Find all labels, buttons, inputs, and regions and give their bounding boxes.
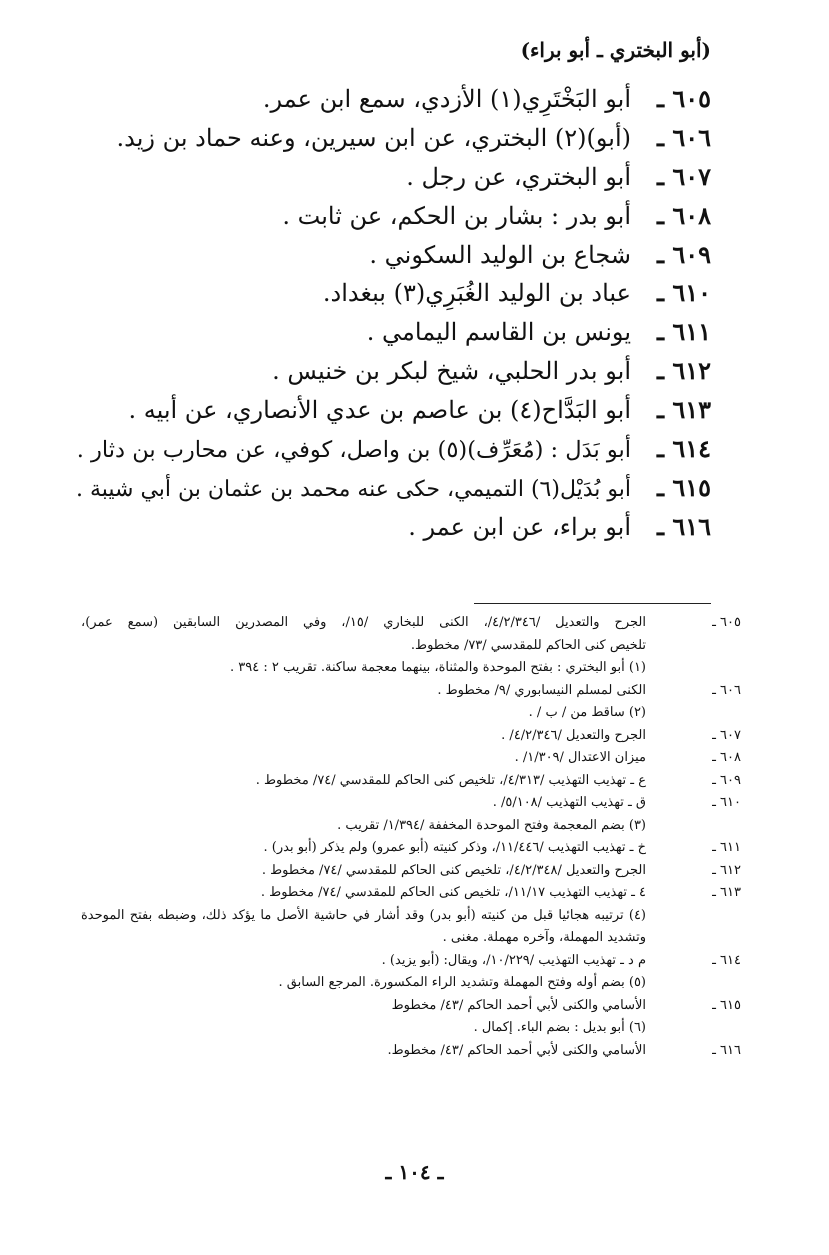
entry-text: (أبو)(٢) البختري، عن ابن سيرين، وعنه حماد بن زيد. [116, 123, 631, 152]
entry-row [71, 473, 711, 512]
entry-number: ٦١٣ ـ [656, 395, 711, 425]
footnote-row [81, 815, 741, 838]
footnote-body [81, 1017, 646, 1040]
footnote-body [81, 860, 646, 883]
entry-number: ٦١٤ ـ [656, 434, 711, 464]
entry-row [71, 395, 711, 434]
entry-number: ٦١٠ ـ [656, 278, 711, 308]
footnote-body [81, 972, 646, 995]
entry-number: ٦٠٧ ـ [656, 161, 711, 191]
footnote-row [81, 972, 741, 995]
entry-number: ٦٠٥ ـ [656, 84, 711, 113]
footnotes-list [81, 612, 741, 1062]
entries-list [71, 84, 711, 551]
entry-text: أبو بُدَيْل(٦) التميمي، حكى عنه محمد بن عثمان بن أبي شيبة . [75, 476, 631, 502]
footnote-body [81, 702, 646, 725]
footnote-text: خ ـ تهذيب التهذيب /١١/٤٤٦/، وذكر كنيته (أبو عمرو) ولم يذكر (أبو بدر) . [263, 840, 646, 855]
footnote-row [81, 747, 741, 770]
entry-number: ٦١١ ـ [656, 317, 711, 347]
footnote-row [81, 950, 741, 973]
footnote-body [81, 837, 646, 860]
entry-text: أبو البَخْتَرِي(١) الأزدي، سمع ابن عمر. [262, 85, 631, 113]
footnote-body [81, 950, 646, 973]
footnote-row [81, 612, 741, 657]
entry-row [71, 434, 711, 473]
footnote-text: الأسامي والكنى لأبي أحمد الحاكم /٤٣/ مخطوط. [387, 1042, 646, 1058]
entry-row [71, 240, 711, 279]
footnote-text: (٦) أبو بديل : بضم الباء. إكمال . [473, 1020, 646, 1035]
entry-text: أبو البختري، عن رجل . [406, 162, 631, 191]
footnote-text: (٢) ساقط من / ب / . [528, 705, 646, 720]
footnote-number: ٦١٥ ـ [712, 997, 741, 1013]
footnote-row [81, 882, 741, 905]
footnote-number: ٦١٣ ـ [712, 885, 741, 900]
footnote-body [81, 882, 646, 905]
footnote-text-continued: وتشديد المهملة، وآخره مهملة. مغنى . [442, 930, 646, 945]
footnote-body [81, 995, 646, 1018]
footnote-text: الكنى لمسلم النيسابوري /٩/ مخطوط . [437, 682, 646, 698]
footnote-row [81, 657, 741, 680]
entry-row [71, 84, 711, 123]
footnote-row [81, 1040, 741, 1063]
footnote-separator [474, 603, 711, 604]
footnote-text-continued: تلخيص كنى الحاكم للمقدسي /٧٣/ مخطوط. [410, 637, 646, 653]
footnote-text: ٤ ـ تهذيب التهذيب ١١/١٧/، تلخيص كنى الحاكم للمقدسي /٧٤/ مخطوط . [260, 885, 646, 900]
footnote-text: ميزان الاعتدال /١/٣٠٩/ . [514, 750, 646, 765]
entry-text: أبو بَدَل : (مُعَرِّف)(٥) بن واصل، كوفي، عن محارب بن دثار . [76, 437, 631, 464]
footnote-row [81, 725, 741, 748]
entry-row [71, 162, 711, 201]
entry-text: أبو بدر : بشار بن الحكم، عن ثابت . [282, 201, 631, 230]
footnote-text: (٣) بضم المعجمة وفتح الموحدة المخففة /١/٣٩٤/ تقريب . [337, 817, 646, 833]
entry-row [71, 317, 711, 356]
footnote-row [81, 770, 741, 793]
entry-row [71, 123, 711, 162]
footnote-number: ٦٠٨ ـ [712, 750, 741, 765]
footnote-row [81, 837, 741, 860]
footnote-text: الجرح والتعديل /٤/٢/٣٤٨/، تلخيص كنى الحاكم للمقدسي /٧٤/ مخطوط . [261, 862, 646, 878]
footnote-text: (١) أبو البختري : بفتح الموحدة والمثناة، بينهما معجمة ساكنة. تقريب ٢ : ٣٩٤ . [230, 660, 646, 675]
entry-text: أبو براء، عن ابن عمر . [408, 512, 631, 541]
footnote-row [81, 680, 741, 703]
entry-text: أبو البَدَّاح(٤) بن عاصم بن عدي الأنصاري، عن أبيه . [128, 396, 631, 425]
footnote-number: ٦١٢ ـ [712, 862, 741, 878]
footnote-body [81, 770, 646, 793]
footnote-text: م د ـ تهذيب التهذيب /١٠/٢٢٩/، ويقال: (أبو يزيد) . [381, 952, 646, 968]
page-number: ـ ١٠٤ ـ [385, 1160, 444, 1184]
entry-number: ٦١٢ ـ [656, 356, 711, 386]
footnote-body [81, 680, 646, 703]
footnote-number: ٦١٤ ـ [712, 952, 741, 968]
entry-number: ٦٠٨ ـ [656, 200, 711, 230]
footnote-number: ٦١٦ ـ [712, 1042, 741, 1058]
footnote-number: ٦٠٧ ـ [712, 727, 741, 743]
footnote-number: ٦٠٥ ـ [712, 615, 741, 630]
footnote-body [81, 612, 646, 657]
footnote-number: ٦١٠ ـ [712, 795, 741, 810]
footnote-body [81, 792, 646, 815]
entry-number: ٦١٦ ـ [656, 511, 711, 541]
footnote-number: ٦٠٦ ـ [712, 682, 741, 698]
footnote-row [81, 860, 741, 883]
footnote-row [81, 702, 741, 725]
footnote-text: الأسامي والكنى لأبي أحمد الحاكم /٤٣/ مخطوط [391, 997, 646, 1013]
running-header: (أبو البختري ـ أبو براء) [520, 38, 711, 62]
footnote-text: ق ـ تهذيب التهذيب /٥/١٠٨/ . [492, 795, 646, 810]
footnote-row [81, 995, 741, 1018]
footnote-body [81, 657, 646, 680]
entry-text: أبو بدر الحلبي، شيخ لبكر بن خنيس . [272, 357, 631, 386]
entry-text: شجاع بن الوليد السكوني . [369, 240, 631, 269]
footnote-text: ع ـ تهذيب التهذيب /٤/٣١٣/، تلخيص كنى الحاكم للمقدسي /٧٤/ مخطوط . [255, 772, 646, 788]
entry-number: ٦١٥ ـ [656, 472, 711, 502]
entry-number: ٦٠٦ ـ [656, 122, 711, 152]
footnote-row [81, 905, 741, 950]
footnote-body [81, 747, 646, 770]
entry-text: يونس بن القاسم اليمامي . [366, 318, 631, 347]
entry-row [71, 356, 711, 395]
entry-row [71, 278, 711, 317]
footnote-text: الجرح والتعديل /٤/٢/٣٤٦/، الكنى للبخاري /١٥/، وفي المصدرين السابقين (سمع عمر)، [81, 615, 646, 630]
footnote-body [81, 1040, 646, 1063]
entry-row [71, 201, 711, 240]
footnote-body [81, 815, 646, 838]
footnote-number: ٦١١ ـ [712, 840, 741, 855]
entry-text: عباد بن الوليد الغُبَرِي(٣) ببغداد. [322, 279, 631, 308]
footnote-body [81, 725, 646, 748]
footnote-row [81, 792, 741, 815]
footnote-body [81, 905, 646, 950]
entry-row [71, 512, 711, 551]
entry-number: ٦٠٩ ـ [656, 239, 711, 269]
footnote-text: الجرح والتعديل /٤/٢/٣٤٦/ . [501, 727, 646, 743]
footnote-row [81, 1017, 741, 1040]
footnote-text: (٥) بضم أوله وفتح المهملة وتشديد الراء المكسورة. المرجع السابق . [278, 975, 646, 990]
footnote-text: (٤) ترتيبه هجائيا قبل من كنيته (أبو بدر) وقد أشار في حاشية الأصل ما يؤكد ذلك، وضبطه بفتح الموحدة [81, 907, 646, 923]
footnote-number: ٦٠٩ ـ [712, 772, 741, 788]
